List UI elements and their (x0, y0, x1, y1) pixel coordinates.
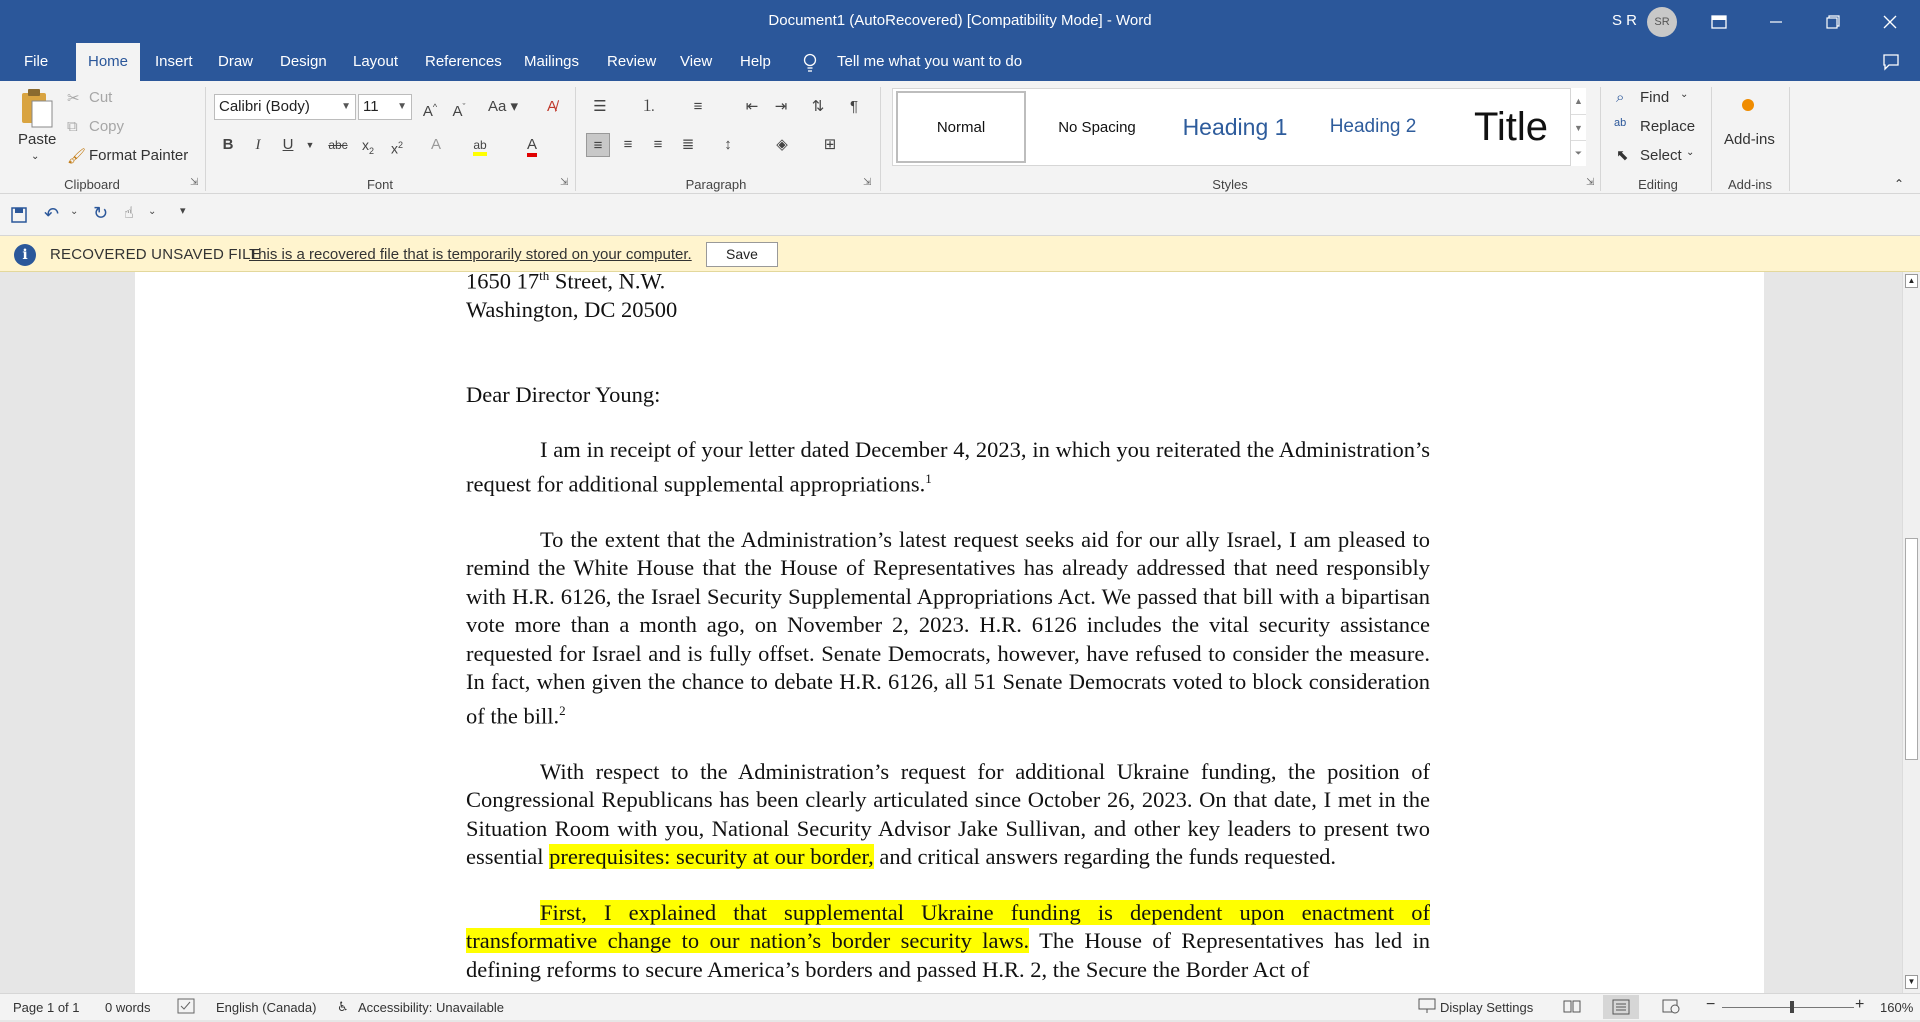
find-dropdown-icon[interactable]: ⌄ (1680, 89, 1689, 100)
subscript-icon[interactable]: $x_2$ (361, 137, 374, 156)
select-button[interactable]: Select (1640, 147, 1682, 164)
zoom-out-icon[interactable]: − (1706, 996, 1716, 1013)
styles-launcher-icon[interactable]: ⇲ (1586, 177, 1595, 188)
document-body[interactable] (466, 272, 1430, 993)
print-layout-icon[interactable] (1603, 995, 1639, 1019)
paragraph-launcher-icon[interactable]: ⇲ (863, 177, 872, 188)
shading-icon[interactable]: ◈ (776, 136, 788, 153)
gallery-down-icon[interactable]: ▼ (1571, 114, 1586, 140)
highlight-icon[interactable]: ab (468, 133, 492, 157)
align-right-icon[interactable]: ≡ (653, 136, 663, 153)
tab-view[interactable]: View (680, 53, 713, 70)
copy-button[interactable]: Copy (89, 118, 125, 135)
font-name-combo[interactable] (214, 94, 356, 120)
multilevel-list-icon[interactable]: ≡ (693, 98, 703, 115)
tab-file[interactable]: File (24, 53, 49, 70)
format-painter-icon[interactable]: 🖌 (67, 148, 87, 165)
document-area (0, 272, 1902, 993)
replace-button[interactable]: Replace (1640, 118, 1696, 135)
gallery-up-icon[interactable]: ▲ (1574, 96, 1583, 106)
scroll-down-icon[interactable]: ▼ (1905, 975, 1918, 989)
style-title[interactable]: Title (1473, 104, 1549, 149)
paragraph-2: To the extent that the Administration’s latest request seeks aid for our ally Israel, I am pleased to remind the White House that the House of Representatives has already addressed that need responsibly with H.R. 6126, the Israel Security Supplemental Appropriations Act. We passed that bill with a bipartisan vote more than a month ago, on November 2, 2023. H.R. 6126 includes the vital security assistance requested for Israel and is fully offset. Senate Democrats, however, have refused to consider the measure. In fact, when given the chance to debate H.R. 6126, all 51 Senate Democrats voted to block consideration of the bill.$^2$ (466, 526, 1430, 728)
tab-layout[interactable]: Layout (353, 53, 399, 70)
redo-icon[interactable]: ↻ (93, 203, 109, 223)
window-title: Document1 (AutoRecovered) [Compatibility Mode] - Word (768, 12, 1152, 29)
underline-icon[interactable]: U (282, 136, 294, 153)
scroll-thumb[interactable] (1905, 538, 1918, 760)
document-page[interactable] (135, 272, 1764, 993)
select-cursor-icon[interactable]: ⬉ (1616, 147, 1629, 164)
collapse-ribbon-icon[interactable]: ⌃ (1894, 177, 1905, 191)
customize-qat-icon[interactable]: ▾ (180, 205, 186, 217)
cut-button[interactable]: Cut (89, 89, 113, 106)
recovered-message-link[interactable]: This is a recovered file that is temporarily stored on your computer. (249, 246, 692, 263)
ribbon-home (0, 81, 1920, 194)
address-line-1: 1650 17th Street, N.W. (466, 272, 666, 294)
separator (880, 87, 881, 191)
zoom-slider-track[interactable] (1722, 1007, 1854, 1008)
read-mode-icon[interactable] (1563, 998, 1581, 1017)
zoom-in-icon[interactable]: + (1855, 996, 1865, 1013)
touch-mode-dropdown-icon[interactable]: ⌄ (148, 206, 157, 217)
status-bar (0, 993, 1920, 1020)
tab-references[interactable]: References (425, 53, 502, 70)
style-no-spacing[interactable]: No Spacing (1058, 118, 1136, 136)
bold-icon[interactable]: B (222, 136, 234, 153)
chevron-down-icon: ▼ (397, 101, 407, 112)
tab-design[interactable]: Design (280, 53, 327, 70)
sort-icon[interactable]: ⇅ (811, 98, 825, 115)
italic-icon[interactable]: I (255, 137, 261, 153)
close-icon[interactable] (1862, 0, 1918, 43)
line-spacing-icon[interactable]: ↕ (724, 136, 732, 153)
font-launcher-icon[interactable]: ⇲ (560, 177, 569, 188)
minimize-icon[interactable] (1748, 0, 1804, 43)
find-button[interactable]: Find (1640, 89, 1670, 106)
bullets-icon[interactable]: ☰ (593, 98, 607, 115)
align-left-icon[interactable]: ≡ (586, 133, 610, 157)
styles-gallery (892, 88, 1586, 166)
display-settings-icon[interactable] (1418, 998, 1436, 1017)
font-size-value: 11 (363, 98, 379, 115)
zoom-slider-thumb[interactable] (1790, 1001, 1794, 1013)
tab-draw[interactable]: Draw (218, 53, 254, 70)
title-bar (0, 0, 1920, 43)
copy-icon[interactable]: ⧉ (67, 118, 78, 135)
editing-group-label: Editing (1638, 177, 1678, 192)
paragraph-group-label: Paragraph (685, 177, 747, 192)
language[interactable]: English (Canada) (216, 1000, 317, 1015)
separator (205, 87, 206, 191)
display-settings-button[interactable]: Display Settings (1440, 1000, 1534, 1015)
paste-dropdown-icon[interactable]: ⌄ (31, 151, 40, 162)
addins-group-label: Add-ins (1727, 177, 1773, 192)
paragraph-3: With respect to the Administration’s request for additional Ukraine funding, the position of Congressional Republicans has been clearly articulated since October 26, 2023. On that date, I met in the Situation Room with you, National Security Advisor Jake Sullivan, and other key leaders to present two essential prerequisites: security at our border, and critical answers regarding the funds requested. (466, 758, 1430, 869)
accessibility-icon[interactable]: ♿︎ (337, 999, 349, 1014)
separator (1789, 87, 1790, 191)
lightbulb-icon (803, 53, 817, 76)
clipboard-group-label: Clipboard (64, 177, 120, 192)
paste-button[interactable]: Paste (18, 131, 57, 148)
web-layout-icon[interactable] (1662, 998, 1680, 1017)
highlighted-text: First, I explained that supplemental Ukraine funding is dependent upon enactment of transformative change to our nation’s border security laws. (466, 899, 1430, 953)
separator (1711, 87, 1712, 191)
align-center-icon[interactable]: ≡ (623, 136, 633, 153)
zoom-level[interactable]: 160% (1880, 1000, 1914, 1015)
address-line-2: Washington, DC 20500 (466, 297, 678, 322)
touch-mode-icon[interactable]: ☝ (124, 205, 134, 222)
undo-icon[interactable]: ↶ (44, 204, 60, 224)
style-heading-1[interactable]: Heading 1 (1182, 113, 1288, 140)
save-icon[interactable] (11, 207, 27, 226)
paragraph-4: First, I explained that supplemental Ukraine funding is dependent upon enactment of transformative change to our nation’s border security laws. The House of Representatives has led in defining reforms to secure America’s borders and passed H.R. 2, the Secure the Border Act of (466, 899, 1430, 982)
restore-icon[interactable] (1805, 0, 1861, 43)
tab-insert[interactable]: Insert (155, 53, 193, 70)
avatar[interactable]: SR (1647, 7, 1677, 37)
tab-home[interactable]: Home (76, 43, 140, 81)
ribbon-display-options-icon[interactable] (1691, 0, 1747, 43)
increase-indent-icon[interactable]: ⇥ (774, 98, 788, 115)
show-formatting-marks-icon[interactable]: ¶ (849, 98, 859, 115)
vertical-scrollbar[interactable] (1902, 272, 1920, 993)
info-icon: i (14, 244, 36, 266)
style-heading-2[interactable]: Heading 2 (1329, 116, 1417, 137)
salutation: Dear Director Young: (466, 381, 661, 407)
clipboard-launcher-icon[interactable]: ⇲ (190, 177, 199, 188)
numbering-icon[interactable]: ⒈ (641, 98, 657, 115)
clear-formatting-icon[interactable]: A̸ (546, 98, 557, 115)
strikethrough-icon[interactable]: abc (328, 138, 348, 152)
font-group-label: Font (366, 177, 393, 192)
replace-icon[interactable]: ab (1614, 117, 1627, 129)
proofing-icon[interactable] (177, 998, 195, 1017)
word-count[interactable]: 0 words (105, 1000, 151, 1015)
quick-access-toolbar (0, 194, 1920, 236)
superscript-icon[interactable]: $x^2$ (390, 140, 403, 157)
separator (1600, 87, 1601, 191)
separator (575, 87, 576, 191)
styles-gallery-scroll[interactable] (1570, 88, 1586, 166)
recovered-file-bar (0, 236, 1920, 272)
highlighted-text: prerequisites: security at our border, (549, 844, 874, 869)
select-dropdown-icon[interactable]: ⌄ (1686, 147, 1695, 158)
user-initials[interactable]: S R (1612, 12, 1638, 29)
addins-button[interactable]: Add-ins (1724, 131, 1775, 148)
styles-group-label: Styles (1212, 177, 1248, 192)
page-count[interactable]: Page 1 of 1 (13, 1000, 80, 1015)
underline-dropdown-icon[interactable]: ▼ (305, 140, 315, 150)
font-size-combo[interactable] (358, 94, 412, 120)
search-icon[interactable]: ⌕ (1616, 89, 1625, 106)
menu-bar (0, 43, 1920, 81)
font-name-value: Calibri (Body) (219, 98, 310, 115)
tab-help[interactable]: Help (740, 53, 771, 70)
format-painter-button[interactable]: Format Painter (89, 147, 189, 164)
tell-me-search[interactable]: Tell me what you want to do (837, 53, 1023, 70)
comments-icon[interactable] (1882, 53, 1900, 74)
borders-icon[interactable]: ⊞ (823, 136, 837, 153)
change-case-icon[interactable]: Aa ▾ (487, 98, 519, 115)
undo-dropdown-icon[interactable]: ⌄ (70, 206, 79, 217)
style-normal[interactable]: Normal (896, 91, 1026, 163)
paste-icon[interactable] (18, 87, 54, 134)
save-button[interactable]: Save (706, 242, 778, 267)
decrease-indent-icon[interactable]: ⇤ (745, 98, 759, 115)
cut-icon[interactable]: ✂ (67, 90, 80, 107)
justify-icon[interactable]: ≣ (681, 136, 695, 153)
tab-review[interactable]: Review (607, 53, 657, 70)
text-effects-icon[interactable]: A (430, 136, 441, 153)
recovered-label: RECOVERED UNSAVED FILE (50, 246, 261, 263)
gallery-more-icon[interactable]: ⏷ (1571, 140, 1586, 164)
addins-icon[interactable] (1742, 99, 1754, 111)
chevron-down-icon: ▼ (341, 101, 351, 112)
font-color-icon[interactable]: A (520, 133, 544, 157)
grow-font-icon[interactable]: A^ (422, 102, 438, 120)
scroll-up-icon[interactable]: ▲ (1905, 274, 1918, 288)
tab-mailings[interactable]: Mailings (524, 53, 580, 70)
shrink-font-icon[interactable]: $A^ˇ$ (452, 102, 466, 120)
accessibility-status[interactable]: Accessibility: Unavailable (358, 1000, 504, 1015)
paragraph-1: I am in receipt of your letter dated December 4, 2023, in which you reiterated the Administration’s request for additional supplemental appropriations.$^1$ (466, 437, 1430, 496)
